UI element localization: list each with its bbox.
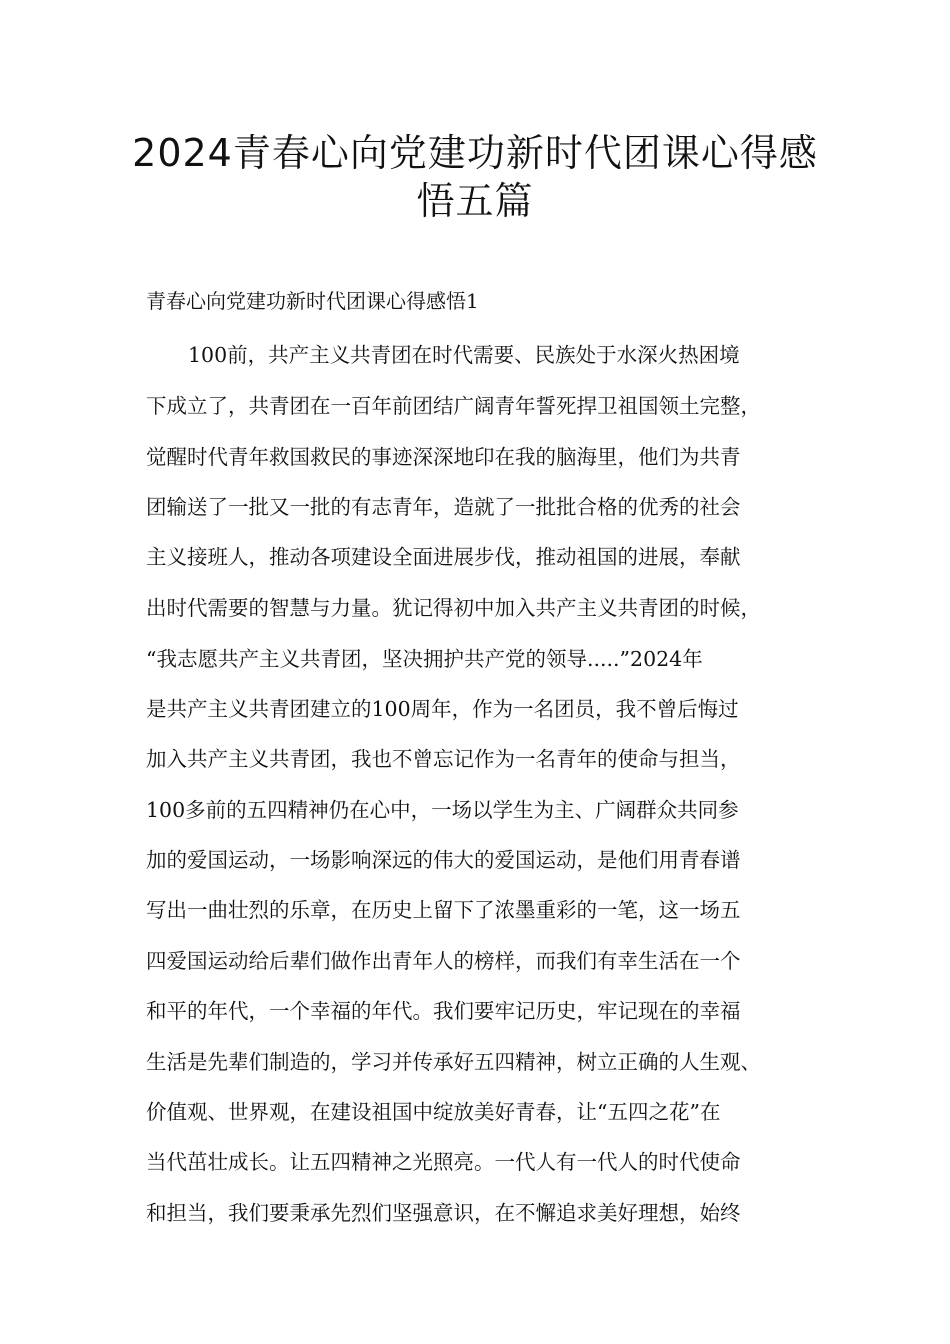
document-title-line-1: 2024青春心向党建功新时代团课心得感 <box>132 131 818 175</box>
body-line-2: 下成立了，共青团在一百年前团结广阔青年誓死捍卫祖国领土完整， <box>146 394 761 418</box>
body-line-6: 出时代需要的智慧与力量。犹记得初中加入共产主义共青团的时候， <box>146 596 761 620</box>
body-line-18: 和担当，我们要秉承先烈们坚强意识，在不懈追求美好理想，始终 <box>146 1201 741 1225</box>
body-line-13: 四爱国运动给后辈们做作出青年人的榜样，而我们有幸生活在一个 <box>146 949 741 973</box>
body-line-8: 是共产主义共青团建立的100周年，作为一名团员，我不曾后悔过 <box>146 697 739 721</box>
body-line-15: 生活是先辈们制造的，学习并传承好五四精神，树立正确的人生观、 <box>146 1050 761 1074</box>
body-line-16: 价值观、世界观，在建设祖国中绽放美好青春，让“五四之花”在 <box>146 1100 721 1124</box>
body-line-1: 100前，共产主义共青团在时代需要、民族处于水深火热困境 <box>188 343 740 367</box>
body-line-7: “我志愿共产主义共青团，坚决拥护共产党的领导.....”2024年 <box>146 647 703 671</box>
body-line-9: 加入共产主义共青团，我也不曾忘记作为一名青年的使命与担当， <box>146 747 741 771</box>
section-heading: 青春心向党建功新时代团课心得感悟1 <box>146 289 479 313</box>
body-line-11: 加的爱国运动，一场影响深远的伟大的爱国运动，是他们用青春谱 <box>146 848 741 872</box>
body-line-3: 觉醒时代青年救国救民的事迹深深地印在我的脑海里，他们为共青 <box>146 445 741 469</box>
body-line-14: 和平的年代，一个幸福的年代。我们要牢记历史，牢记现在的幸福 <box>146 999 741 1023</box>
body-line-12: 写出一曲壮烈的乐章，在历史上留下了浓墨重彩的一笔，这一场五 <box>146 898 741 922</box>
body-line-10: 100多前的五四精神仍在心中，一场以学生为主、广阔群众共同参 <box>146 798 739 822</box>
body-line-5: 主义接班人，推动各项建设全面进展步伐，推动祖国的进展，奉献 <box>146 545 741 569</box>
body-line-17: 当代茁壮成长。让五四精神之光照亮。一代人有一代人的时代使命 <box>146 1150 741 1174</box>
document-title-line-2: 悟五篇 <box>416 179 534 223</box>
body-line-4: 团输送了一批又一批的有志青年，造就了一批批合格的优秀的社会 <box>146 495 741 519</box>
